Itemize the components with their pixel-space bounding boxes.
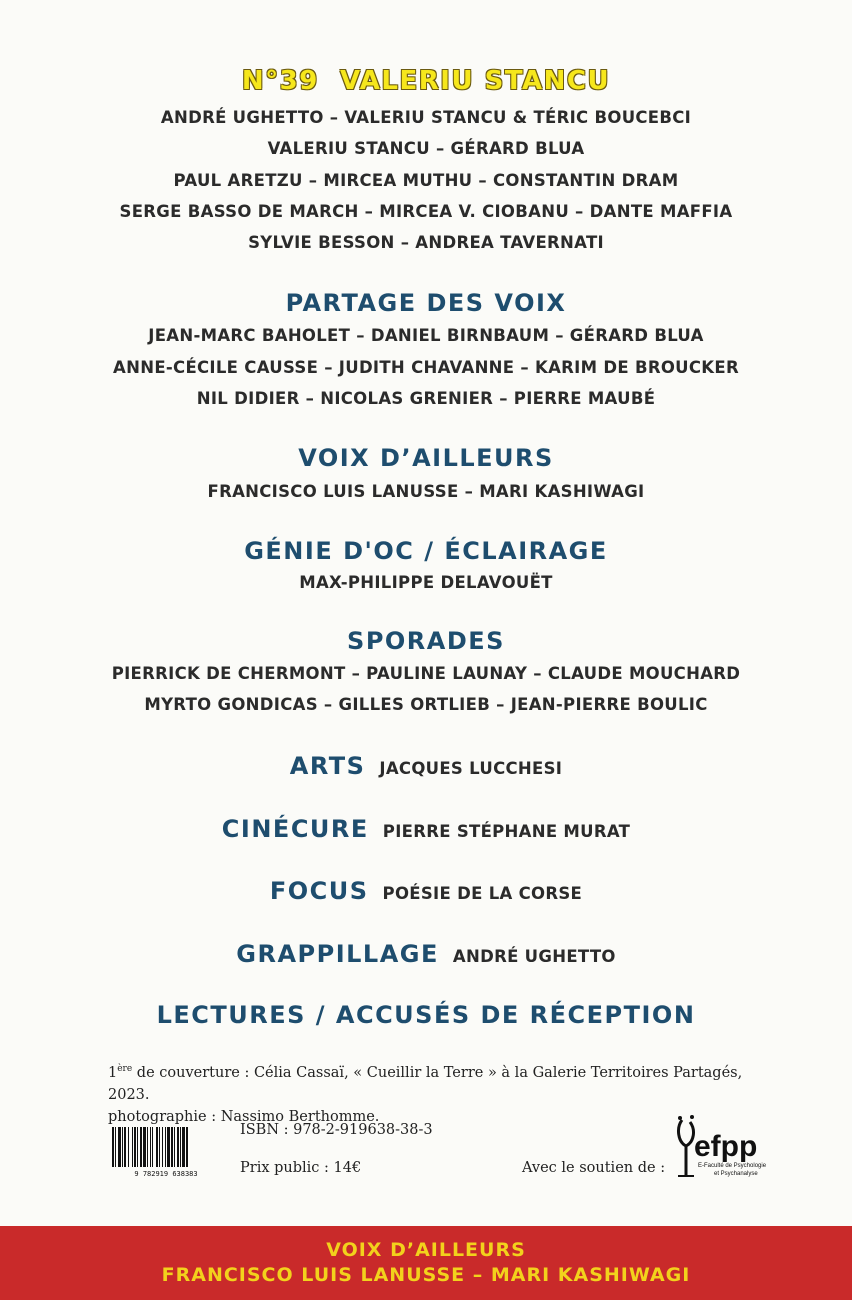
contributors-line: SERGE BASSO DE MARCH – MIRCEA V. CIOBANU – DANTE MAFFIA <box>119 202 733 221</box>
section-heading-grappillage: GRAPPILLAGE <box>236 940 439 968</box>
section-cinecure <box>0 815 852 843</box>
barcode-digits: 9 782919 638383 <box>134 1170 198 1177</box>
contributors-line: NIL DIDIER – NICOLAS GRENIER – PIERRE MAUBÉ <box>196 389 656 408</box>
contributors-line: JEAN-MARC BAHOLET – DANIEL BIRNBAUM – GÉRARD BLUA <box>148 326 704 345</box>
issue-number: N°39 <box>241 66 319 96</box>
contributors-line: SYLVIE BESSON – ANDREA TAVERNATI <box>248 233 604 252</box>
contributors-line: MYRTO GONDICAS – GILLES ORTLIEB – JEAN-PIERRE BOULIC <box>144 695 708 714</box>
section-arts <box>0 752 852 780</box>
photo-credit-line: photographie : Nassimo Berthomme. <box>108 1108 380 1125</box>
contributors-line: ANNE-CÉCILE CAUSSE – JUDITH CHAVANNE – KARIM DE BROUCKER <box>113 358 739 377</box>
logo-subtitle-2: et Psychanalyse <box>714 1171 758 1177</box>
contributors-line: VALERIU STANCU – GÉRARD BLUA <box>267 139 585 158</box>
section-heading-focus: FOCUS <box>269 877 369 905</box>
section-heading-ailleurs: VOIX D’AILLEURS <box>298 444 554 472</box>
bottom-banner <box>0 1226 852 1300</box>
section-focus <box>0 877 852 905</box>
logo-subtitle-1: E-Faculté de Psychologie <box>698 1163 767 1169</box>
efpp-logo <box>668 1112 778 1184</box>
barcode-icon <box>110 1127 222 1177</box>
section-heading-arts: ARTS <box>289 752 366 780</box>
section-name-arts: JACQUES LUCCHESI <box>379 759 563 778</box>
price: Prix public : 14€ <box>240 1160 362 1176</box>
section-name-grappillage: ANDRÉ UGHETTO <box>452 947 616 966</box>
issue-title: VALERIU STANCU <box>339 66 611 96</box>
isbn: ISBN : 978-2-919638-38-3 <box>240 1122 433 1138</box>
logo-text: efpp <box>694 1130 758 1163</box>
contributors-line: PIERRICK DE CHERMONT – PAULINE LAUNAY – CLAUDE MOUCHARD <box>111 664 741 683</box>
section-name-focus: POÉSIE DE LA CORSE <box>382 884 583 903</box>
cover-credit-line: 1ère de couverture : Célia Cassaï, « Cueillir la Terre » à la Galerie Territoires Partagés, 2023. <box>108 1064 743 1103</box>
section-name-cinecure: PIERRE STÉPHANE MURAT <box>382 822 631 841</box>
section-grappillage <box>0 940 852 968</box>
section-heading-partage: PARTAGE DES VOIX <box>285 289 567 317</box>
section-heading-lectures: LECTURES / ACCUSÉS DE RÉCEPTION <box>156 1001 696 1029</box>
section-heading-genie: GÉNIE D'OC / ÉCLAIRAGE <box>244 537 608 565</box>
section-heading-cinecure: CINÉCURE <box>221 815 369 843</box>
contributors-line: ANDRÉ UGHETTO – VALERIU STANCU & TÉRIC BOUCEBCI <box>160 108 692 127</box>
support-label: Avec le soutien de : <box>522 1160 666 1176</box>
section-heading-sporades: SPORADES <box>347 627 505 655</box>
contributors-line: FRANCISCO LUIS LANUSSE – MARI KASHIWAGI <box>207 482 645 501</box>
banner-line-2: FRANCISCO LUIS LANUSSE – MARI KASHIWAGI <box>161 1264 691 1286</box>
issue-heading <box>0 66 852 96</box>
banner-line-1: VOIX D’AILLEURS <box>326 1239 526 1261</box>
contributors-line: PAUL ARETZU – MIRCEA MUTHU – CONSTANTIN DRAM <box>173 171 679 190</box>
contributors-line: MAX-PHILIPPE DELAVOUËT <box>299 573 553 592</box>
